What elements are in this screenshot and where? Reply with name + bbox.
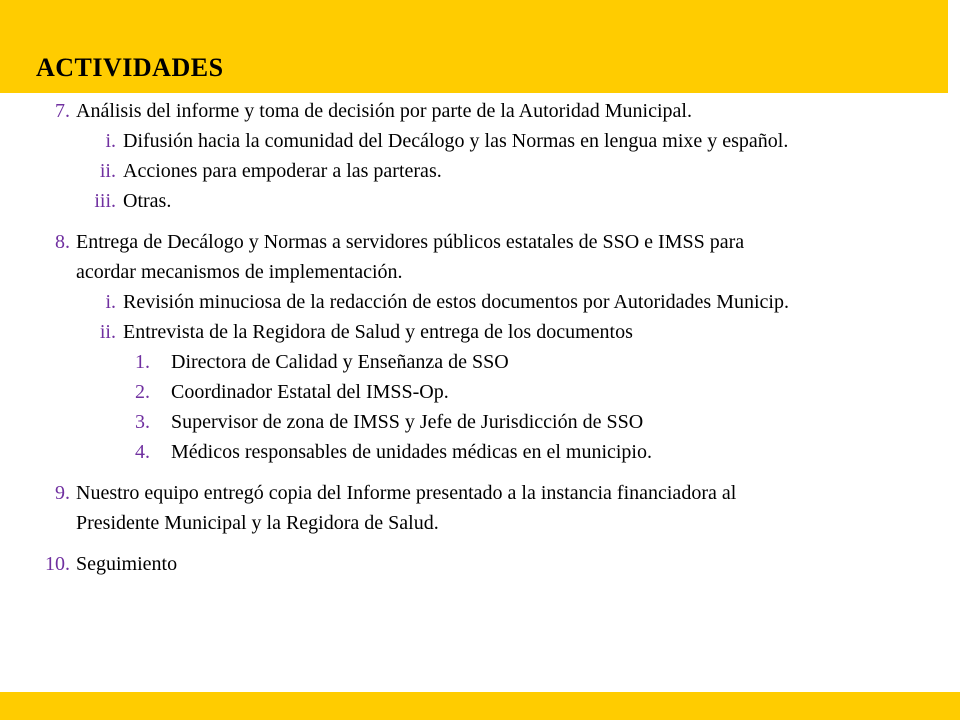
list-item <box>0 227 948 257</box>
list-item-continuation <box>0 508 948 538</box>
sub-sub-item-number: 1. <box>135 351 150 373</box>
list-item-continuation <box>0 257 948 287</box>
sub-item-number: i. <box>105 130 116 152</box>
sub-sub-item-number: 2. <box>135 381 150 403</box>
list-spacer <box>0 467 948 478</box>
sub-item-text: Acciones para empoderar a las parteras. <box>123 160 442 182</box>
sub-item-text: Otras. <box>123 190 172 212</box>
list-item <box>0 549 948 579</box>
sub-list-item <box>0 186 948 216</box>
sub-item-text: Revisión minuciosa de la redacción de estos documentos por Autoridades Municip. <box>123 291 789 313</box>
sub-list-item <box>0 126 948 156</box>
sub-sub-item-text: Médicos responsables de unidades médicas en el municipio. <box>171 441 652 463</box>
sub-item-number: ii. <box>99 321 116 343</box>
sub-item-number: iii. <box>94 190 116 212</box>
item-number: 9. <box>55 482 70 504</box>
sub-list-item <box>0 287 948 317</box>
sub-sub-list-item <box>0 347 948 377</box>
sub-sub-list-item <box>0 377 948 407</box>
item-number: 10. <box>45 553 70 575</box>
item-text: Entrega de Decálogo y Normas a servidores públicos estatales de SSO e IMSS para <box>76 231 745 253</box>
item-text: Análisis del informe y toma de decisión por parte de la Autoridad Municipal. <box>76 100 692 122</box>
sub-sub-item-text: Supervisor de zona de IMSS y Jefe de Jurisdicción de SSO <box>171 411 644 433</box>
slide-title: ACTIVIDADES <box>36 53 224 82</box>
sub-list-item <box>0 317 948 347</box>
sub-list-item <box>0 156 948 186</box>
item-number: 7. <box>55 100 70 122</box>
sub-sub-item-text: Directora de Calidad y Enseñanza de SSO <box>171 351 509 373</box>
bottom-accent-band <box>0 692 960 720</box>
list-spacer <box>0 538 948 549</box>
list-item <box>0 96 948 126</box>
item-number: 8. <box>55 231 70 253</box>
item-text: Presidente Municipal y la Regidora de Salud. <box>76 512 439 534</box>
sub-item-text: Entrevista de la Regidora de Salud y entrega de los documentos <box>123 321 633 343</box>
sub-sub-list-item <box>0 437 948 467</box>
sub-item-number: i. <box>105 291 116 313</box>
sub-sub-item-text: Coordinador Estatal del IMSS-Op. <box>171 381 449 403</box>
list-item <box>0 478 948 508</box>
list-spacer <box>0 216 948 227</box>
sub-item-number: ii. <box>99 160 116 182</box>
item-text: Seguimiento <box>76 553 178 575</box>
sub-item-text: Difusión hacia la comunidad del Decálogo y las Normas en lengua mixe y español. <box>123 130 789 152</box>
item-text: acordar mecanismos de implementación. <box>76 261 403 283</box>
sub-sub-item-number: 4. <box>135 441 150 463</box>
sub-sub-list-item <box>0 407 948 437</box>
sub-sub-item-number: 3. <box>135 411 150 433</box>
item-text: Nuestro equipo entregó copia del Informe presentado a la instancia financiadora al <box>76 482 737 504</box>
activities-list <box>0 96 948 579</box>
